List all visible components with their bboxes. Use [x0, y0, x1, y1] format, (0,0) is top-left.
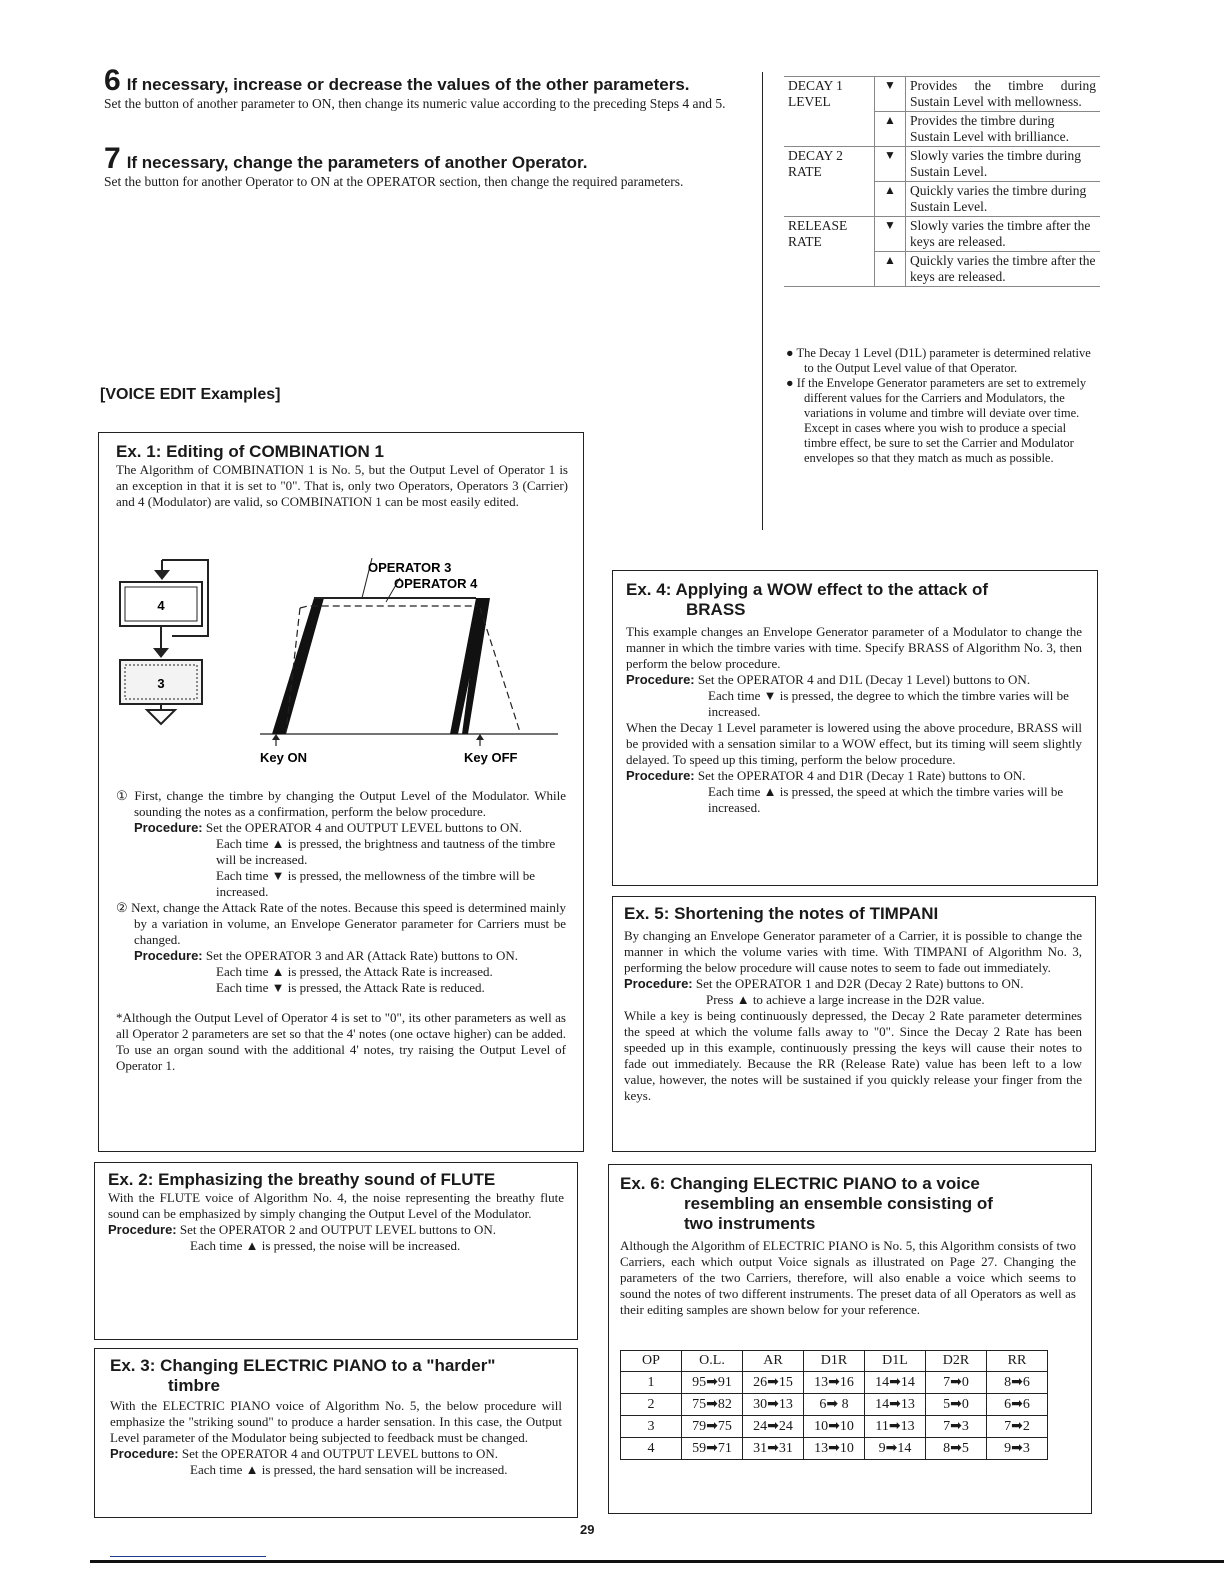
- ex3-title-line2: timbre: [168, 1376, 220, 1395]
- ex2-content: [108, 1170, 564, 1254]
- param-name: RELEASE RATE: [788, 218, 848, 249]
- ex4-up-2: Each time ▲ is pressed, the speed at which the timbre varies will be increased.: [708, 784, 1064, 815]
- ex6-table: [620, 1350, 1048, 1460]
- ex4-mid: When the Decay 1 Level parameter is lowered using the above procedure, BRASS will be provided with a sensation similar to a WOW effect, but its timing will seem slightly delayed. To speed up this timing, perform the below procedure.: [626, 720, 1082, 767]
- down-arrow-icon: ▼: [875, 217, 906, 252]
- ex1-intro: The Algorithm of COMBINATION 1 is No. 5, but the Output Level of Operator 1 is an exception in that it is set to "0". That is, only two Operators, Operators 3 (Carrier) and 4 (Modulator) are valid, so COMBINATION 1 can be most easily edited.: [116, 462, 568, 509]
- bottom-accent-rule: [110, 1556, 266, 1557]
- ex1-item-2-procedure: Procedure: Set the OPERATOR 3 and AR (Attack Rate) buttons to ON.: [134, 948, 518, 963]
- step-7: [104, 142, 736, 190]
- step-7-heading: If necessary, change the parameters of another Operator.: [126, 153, 588, 172]
- key-on-label: Key ON: [260, 750, 307, 765]
- up-arrow-icon: ▲: [875, 182, 906, 217]
- ex4-title-line1: Ex. 4: Applying a WOW effect to the attack of: [626, 580, 989, 599]
- ex1-footnote: *Although the Output Level of Operator 4 is set to "0", its other parameters as well as all Operator 2 parameters are set so that the 4' notes (one octave higher) can be added. To use an organ sound with the additional 4' notes, try raising the Output Level of Operator 1.: [116, 1010, 566, 1073]
- key-off-arrow-icon: [476, 734, 484, 740]
- table-row: [621, 1394, 1048, 1416]
- up-arrow-icon: ▲: [875, 252, 906, 287]
- param-up-desc: Quickly varies the timbre during Sustain Level.: [910, 183, 1087, 214]
- table-header: RR: [987, 1351, 1048, 1372]
- step-6-heading: If necessary, increase or decrease the values of the other parameters.: [126, 75, 690, 94]
- param-row: [784, 217, 1100, 252]
- up-arrow-icon: ▲: [875, 112, 906, 147]
- table-row: [621, 1416, 1048, 1438]
- table-header-row: [621, 1351, 1048, 1372]
- table-cell: 7➡0: [926, 1372, 987, 1394]
- down-arrow-icon: ▼: [875, 147, 906, 182]
- ex3-procedure: Procedure: Set the OPERATOR 4 and OUTPUT LEVEL buttons to ON.: [110, 1446, 498, 1461]
- param-down-desc: Slowly varies the timbre during Sustain Level.: [910, 148, 1081, 179]
- operator-4-caption: OPERATOR 4: [394, 576, 478, 591]
- arrow-down-icon: [154, 570, 170, 580]
- table-cell: 11➡13: [865, 1416, 926, 1438]
- ex2-title: Ex. 2: Emphasizing the breathy sound of FLUTE: [108, 1170, 496, 1189]
- param-name: DECAY 1 LEVEL: [788, 78, 843, 109]
- table-cell: 1: [621, 1372, 682, 1394]
- ex1-item-2-up: Each time ▲ is pressed, the Attack Rate is increased.: [216, 964, 493, 979]
- step-6: [104, 64, 736, 112]
- ex1-left-border: [98, 432, 99, 1152]
- circled-2-icon: ②: [116, 900, 128, 915]
- step-6-text: Set the button of another parameter to ON, then change its numeric value according to the preceding Steps 4 and 5.: [104, 96, 726, 111]
- table-cell: 8➡6: [987, 1372, 1048, 1394]
- ex3-content: [110, 1356, 562, 1478]
- param-row: [784, 147, 1100, 182]
- ex6-title-line3: two instruments: [684, 1214, 816, 1233]
- ex5-content: [624, 904, 1082, 1104]
- table-cell: 8➡5: [926, 1438, 987, 1460]
- operator-3-caption: OPERATOR 3: [368, 560, 452, 575]
- ex6-title-line2: resembling an ensemble consisting of: [684, 1194, 993, 1213]
- arrow-down-icon: [153, 648, 169, 658]
- param-up-desc: Provides the timbre during Sustain Level with brilliance.: [910, 113, 1069, 144]
- ex1-envelope-diagram: [110, 552, 570, 774]
- ex5-after: While a key is being continuously depressed, the Decay 2 Rate parameter determines the speed at which the volume falls away to "0". Since the Decay 2 Rate has been speeded up in this example, continuously pressing the keys will cause their notes to fade out immediately. Because the RR (Release Rate) value has been left to a low value, however, the notes will be sustained if you quickly release your finger from the keys.: [624, 1008, 1082, 1103]
- operator-3-label: 3: [157, 676, 165, 691]
- table-cell: 75➡82: [682, 1394, 743, 1416]
- param-down-desc: Provides the timbre during Sustain Level with mellowness.: [910, 78, 1096, 109]
- ex6-text: Although the Algorithm of ELECTRIC PIANO is No. 5, this Algorithm consists of two Carriers, each which output Voice signals as illustrated on Page 27. Changing the parameters of the two Carriers, therefore, will also enable a voice which seems to sound the notes of two different instruments. The preset data of all Operators as well as their editing samples are shown below for your reference.: [620, 1238, 1076, 1317]
- ex4-procedure-1: Procedure: Set the OPERATOR 4 and D1L (Decay 1 Level) buttons to ON.: [626, 672, 1031, 687]
- ex6-content: [620, 1174, 1076, 1318]
- table-cell: 2: [621, 1394, 682, 1416]
- table-header: AR: [743, 1351, 804, 1372]
- ex6-table-wrap: [620, 1350, 1048, 1460]
- ex2-up: Each time ▲ is pressed, the noise will be increased.: [190, 1238, 461, 1253]
- step-7-number: 7: [104, 142, 121, 175]
- operator-4-envelope: [300, 606, 478, 608]
- table-header: OP: [621, 1351, 682, 1372]
- table-cell: 13➡10: [804, 1438, 865, 1460]
- section-title: [VOICE EDIT Examples]: [100, 386, 281, 403]
- ex1-content: [116, 442, 568, 510]
- table-cell: 26➡15: [743, 1372, 804, 1394]
- ex1-item-1-up: Each time ▲ is pressed, the brightness and tautness of the timbre will be increased.: [216, 836, 556, 867]
- table-cell: 7➡2: [987, 1416, 1048, 1438]
- table-header: O.L.: [682, 1351, 743, 1372]
- table-cell: 6➡ 8: [804, 1394, 865, 1416]
- operator-3-attack: [272, 598, 324, 734]
- step-6-number: 6: [104, 64, 121, 97]
- table-cell: 14➡13: [865, 1394, 926, 1416]
- param-up-desc: Quickly varies the timbre after the keys are released.: [910, 253, 1096, 284]
- param-table: [784, 76, 1100, 287]
- circled-1-icon: ①: [116, 788, 130, 803]
- param-name: DECAY 2 RATE: [788, 148, 843, 179]
- table-cell: 4: [621, 1438, 682, 1460]
- ex4-title-line2: BRASS: [686, 600, 746, 619]
- ex3-up: Each time ▲ is pressed, the hard sensation will be increased.: [190, 1462, 508, 1477]
- table-cell: 6➡6: [987, 1394, 1048, 1416]
- ex4-down-1: Each time ▼ is pressed, the degree to which the timbre varies will be increased.: [708, 688, 1069, 719]
- ex4-procedure-2: Procedure: Set the OPERATOR 4 and D1R (Decay 1 Rate) buttons to ON.: [626, 768, 1026, 783]
- table-header: D1L: [865, 1351, 926, 1372]
- note-item: ● If the Envelope Generator parameters are set to extremely different values for the Carriers and Modulators, the variations in volume and timbre will deviate over time. Except in cases where you wish to produce a special timbre effect, be sure to set the Carrier and Modulator envelopes so that they match as much as possible.: [786, 376, 1087, 465]
- page-number: 29: [580, 1522, 595, 1537]
- table-row: [621, 1372, 1048, 1394]
- table-cell: 30➡13: [743, 1394, 804, 1416]
- table-cell: 14➡14: [865, 1372, 926, 1394]
- ex5-procedure: Procedure: Set the OPERATOR 1 and D2R (Decay 2 Rate) buttons to ON.: [624, 976, 1024, 991]
- table-header: D1R: [804, 1351, 865, 1372]
- table-row: [621, 1438, 1048, 1460]
- table-cell: 24➡24: [743, 1416, 804, 1438]
- param-table-wrap: [784, 76, 1100, 287]
- ex4-text: This example changes an Envelope Generator parameter of a Modulator to change the manner in which the timbre varies with time. Specify BRASS of Algorithm No. 3, then perform the below procedure.: [626, 624, 1082, 671]
- table-cell: 5➡0: [926, 1394, 987, 1416]
- ex1-item-1-down: Each time ▼ is pressed, the mellowness of the timbre will be increased.: [216, 868, 536, 899]
- ex2-text: With the FLUTE voice of Algorithm No. 4, the noise representing the breathy flute sound can be emphasized by simply changing the Output Level of the Modulator.: [108, 1190, 564, 1221]
- ex1-item-1-procedure: Procedure: Set the OPERATOR 4 and OUTPUT LEVEL buttons to ON.: [134, 820, 522, 835]
- ex1-item-2: ② Next, change the Attack Rate of the notes. Because this speed is determined mainly by a variation in volume, an Envelope Generator parameter for Carriers must be changed.: [116, 900, 567, 947]
- key-off-label: Key OFF: [464, 750, 518, 765]
- ex4-content: [626, 580, 1082, 816]
- step-7-text: Set the button for another Operator to ON at the OPERATOR section, then change the required parameters.: [104, 174, 684, 189]
- ex5-up: Press ▲ to achieve a large increase in the D2R value.: [706, 992, 985, 1007]
- table-cell: 59➡71: [682, 1438, 743, 1460]
- ex1-item-1: ① First, change the timbre by changing the Output Level of the Modulator. While sounding the notes as a confirmation, perform the below procedure.: [116, 788, 566, 819]
- note-item: ● The Decay 1 Level (D1L) parameter is determined relative to the Output Level value of that Operator.: [786, 346, 1091, 375]
- notes-list: [786, 346, 1098, 466]
- ex3-text: With the ELECTRIC PIANO voice of Algorithm No. 5, the below procedure will emphasize the "striking sound" to produce a harder sensation. In this case, the Output Level parameter of the Modulator being subjected to feedback must be changed.: [110, 1398, 562, 1445]
- output-arrow-icon: [147, 710, 175, 724]
- ex1-steps: [116, 788, 566, 1074]
- key-on-arrow-icon: [272, 734, 280, 740]
- table-cell: 3: [621, 1416, 682, 1438]
- table-cell: 13➡16: [804, 1372, 865, 1394]
- table-cell: 9➡14: [865, 1438, 926, 1460]
- down-arrow-icon: ▼: [875, 77, 906, 112]
- table-header: D2R: [926, 1351, 987, 1372]
- ex5-text: By changing an Envelope Generator parameter of a Carrier, it is possible to change the manner in which the volume varies with time. With TIMPANI of Algorithm No. 3, performing the below procedure will cause notes to seem to fade out immediately.: [624, 928, 1082, 975]
- operator-4-label: 4: [157, 598, 165, 613]
- ex3-title-line1: Ex. 3: Changing ELECTRIC PIANO to a "harder": [110, 1356, 496, 1375]
- table-cell: 10➡10: [804, 1416, 865, 1438]
- table-cell: 9➡3: [987, 1438, 1048, 1460]
- ex2-procedure: Procedure: Set the OPERATOR 2 and OUTPUT LEVEL buttons to ON.: [108, 1222, 496, 1237]
- ex6-title-line1: Ex. 6: Changing ELECTRIC PIANO to a voice: [620, 1174, 980, 1193]
- param-down-desc: Slowly varies the timbre after the keys are released.: [910, 218, 1091, 249]
- table-cell: 95➡91: [682, 1372, 743, 1394]
- table-cell: 79➡75: [682, 1416, 743, 1438]
- ex1-title: Ex. 1: Editing of COMBINATION 1: [116, 442, 384, 461]
- ex5-title: Ex. 5: Shortening the notes of TIMPANI: [624, 904, 939, 923]
- ex1-item-2-down: Each time ▼ is pressed, the Attack Rate is reduced.: [216, 980, 485, 995]
- table-cell: 7➡3: [926, 1416, 987, 1438]
- table-cell: 31➡31: [743, 1438, 804, 1460]
- param-row: [784, 77, 1100, 112]
- bottom-rule: [90, 1560, 1224, 1563]
